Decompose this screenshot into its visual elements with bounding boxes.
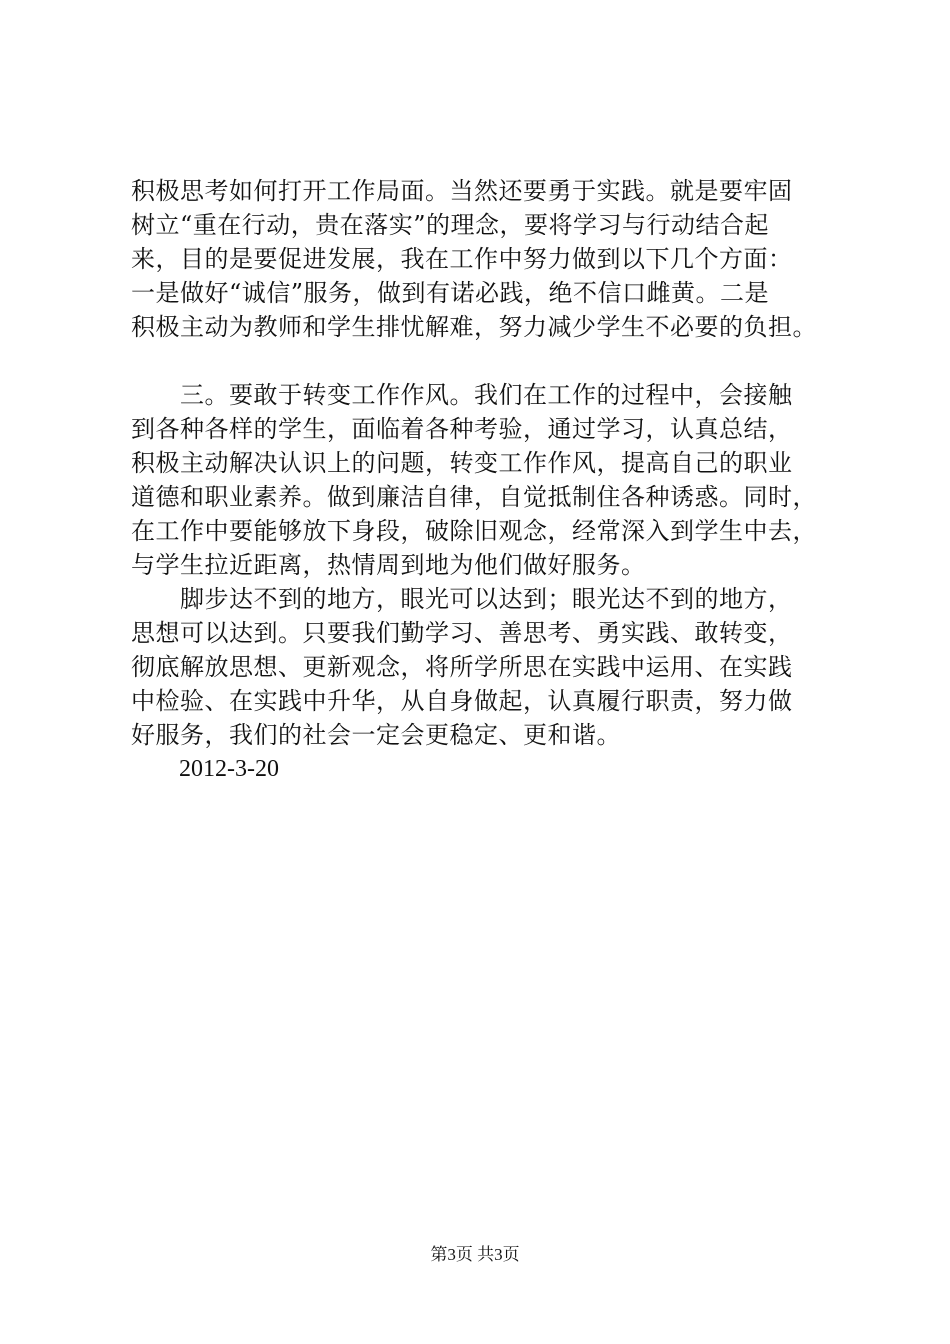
text-line: 积极主动解决认识上的问题，转变工作作风，提高自己的职业 [131,449,793,477]
document-body [131,174,851,786]
text-line: 彻底解放思想、更新观念，将所学所思在实践中运用、在实践 [131,653,793,681]
paragraph-1 [131,174,851,344]
text-line: 思想可以达到。只要我们勤学习、善思考、勇实践、敢转变， [131,619,793,647]
document-date: 2012-3-20 [179,756,279,782]
paragraph-2 [131,378,851,582]
text-line: 积极思考如何打开工作局面。当然还要勇于实践。就是要牢固 [131,177,793,205]
text-line: 脚步达不到的地方，眼光可以达到；眼光达不到的地方， [131,585,793,613]
text-line: 三。要敢于转变工作作风。我们在工作的过程中，会接触 [131,381,793,409]
text-line: 中检验、在实践中升华，从自身做起，认真履行职责，努力做 [131,687,793,715]
text-line: 在工作中要能够放下身段，破除旧观念，经常深入到学生中去， [131,517,817,545]
text-line: 道德和职业素养。做到廉洁自律，自觉抵制住各种诱惑。同时， [131,483,817,511]
page-footer: 第3页 共3页 [430,1245,520,1264]
text-line: 树立“重在行动，贵在落实”的理念，要将学习与行动结合起 [131,211,770,239]
paragraph-spacer [131,344,851,378]
text-line: 与学生拉近距离，热情周到地为他们做好服务。 [131,551,646,579]
text-line: 到各种各样的学生，面临着各种考验，通过学习，认真总结， [131,415,793,443]
paragraph-3 [131,582,851,752]
text-line: 来，目的是要促进发展，我在工作中努力做到以下几个方面： [131,245,793,273]
text-line: 一是做好“诚信”服务，做到有诺必践，绝不信口雌黄。二是 [131,279,770,307]
text-line: 好服务，我们的社会一定会更稳定、更和谐。 [131,721,621,749]
text-line: 积极主动为教师和学生排忧解难，努力减少学生不必要的负担。 [131,313,817,341]
